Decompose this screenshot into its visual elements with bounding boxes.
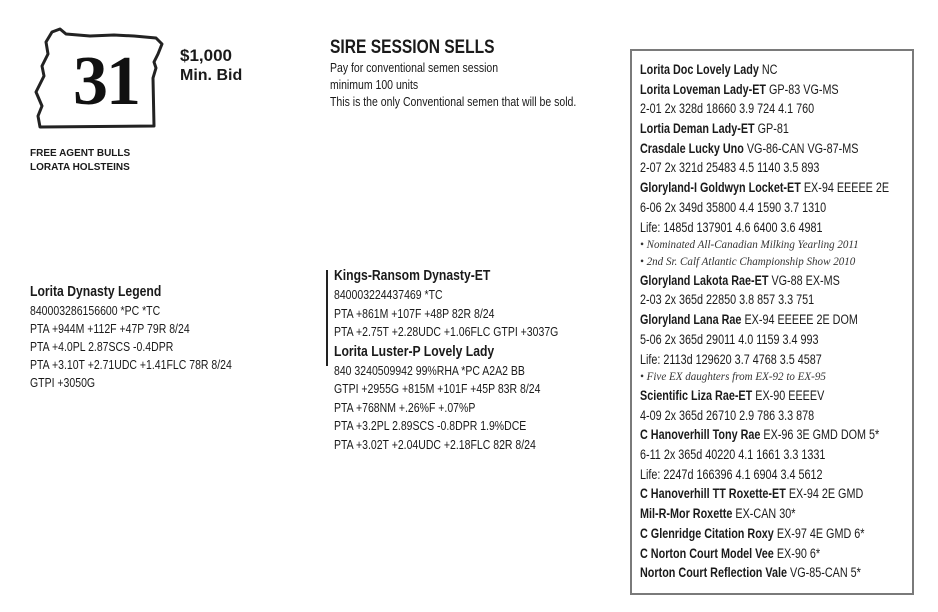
dam-family-detail: Life: 2247d 166396 4.1 6904 3.4 5612 bbox=[640, 466, 823, 482]
dam-family-detail: EX-CAN 30* bbox=[732, 506, 796, 522]
dam-family-text bbox=[640, 218, 823, 238]
parents-info bbox=[334, 266, 601, 454]
dam-family-row bbox=[640, 484, 938, 504]
dam-family-row bbox=[640, 99, 938, 119]
dam-family-text bbox=[640, 80, 839, 100]
dam-family-animal-name: C Glenridge Citation Roxy bbox=[640, 525, 774, 541]
dam-line: GTPI +2955G +815M +101F +45P 83R 8/24 bbox=[334, 382, 541, 396]
dam-family-animal-name: Gloryland Lana Rae bbox=[640, 312, 742, 328]
dam-family-text bbox=[640, 271, 840, 291]
session-line: This is the only Conventional semen that will be sold. bbox=[330, 95, 577, 109]
sire-line: PTA +2.75T +2.28UDC +1.06FLC GTPI +3037G bbox=[334, 325, 559, 339]
dam-family-text bbox=[640, 158, 819, 178]
lot-number: 31 bbox=[73, 43, 139, 120]
dam-family-text bbox=[640, 198, 826, 218]
dam-family-row bbox=[640, 178, 938, 198]
min-bid bbox=[180, 46, 242, 86]
dam-family-row bbox=[640, 119, 938, 139]
dam-family-animal-name: Lorita Doc Lovely Lady bbox=[640, 62, 759, 77]
dam-family-box bbox=[630, 49, 914, 595]
dam-family-text bbox=[640, 178, 889, 198]
dam-family-detail: 2-07 2x 321d 25483 4.5 1140 3.5 893 bbox=[640, 160, 820, 176]
bull-line: GTPI +3050G bbox=[30, 376, 96, 390]
dam-family-row bbox=[640, 350, 938, 370]
dam-line: 840 3240509942 99%RHA *PC A2A2 BB bbox=[334, 363, 525, 378]
dam-family-detail: • Five EX daughters from EX-92 to EX-95 bbox=[640, 371, 826, 384]
dam-family-row bbox=[640, 158, 938, 178]
dam-family-detail: Life: 1485d 137901 4.6 6400 3.6 4981 bbox=[640, 219, 823, 235]
consignor bbox=[30, 147, 130, 175]
dam-family-animal-name: C Hanoverhill Tony Rae bbox=[640, 427, 761, 443]
dam-family-detail: VG-88 EX-MS bbox=[768, 272, 840, 288]
dam-family-note bbox=[640, 254, 938, 271]
dam-family-row bbox=[640, 524, 938, 544]
dam-family-animal-name: Mil-R-Mor Roxette bbox=[640, 506, 733, 522]
dam-family-row bbox=[640, 330, 938, 350]
dam-name: Lorita Luster-P Lovely Lady bbox=[334, 343, 495, 360]
dam-family-detail: 5-06 2x 365d 29011 4.0 1159 3.4 993 bbox=[640, 331, 819, 347]
dam-family-animal-name: C Hanoverhill TT Roxette-ET bbox=[640, 486, 786, 502]
dam-family-detail: EX-94 2E GMD bbox=[785, 486, 864, 502]
dam-family-row bbox=[640, 386, 938, 406]
dam-family-text bbox=[640, 465, 823, 485]
min-bid-label: Min. Bid bbox=[180, 67, 243, 84]
dam-family-row bbox=[640, 139, 938, 159]
pedigree-bracket bbox=[326, 270, 328, 366]
sire-name: Kings-Ransom Dynasty-ET bbox=[334, 268, 491, 284]
dam-family-animal-name: Lorita Loveman Lady-ET bbox=[640, 81, 767, 97]
dam-family-text bbox=[640, 350, 822, 370]
dam-family-text bbox=[640, 524, 864, 544]
dam-family-text bbox=[640, 139, 858, 159]
dam-family-detail: VG-86-CAN VG-87-MS bbox=[743, 140, 859, 156]
dam-family-detail: • 2nd Sr. Calf Atlantic Championship Show 2010 bbox=[640, 255, 856, 268]
dam-family-row bbox=[640, 465, 938, 485]
sire-line: PTA +861M +107F +48P 82R 8/24 bbox=[334, 306, 495, 321]
dam-family-detail: 6-06 2x 349d 35800 4.4 1590 3.7 1310 bbox=[640, 199, 827, 215]
dam-family-detail: GP-83 VG-MS bbox=[766, 81, 839, 97]
bull-line: PTA +944M +112F +47P 79R 8/24 bbox=[30, 322, 190, 336]
dam-family-text bbox=[640, 290, 814, 310]
dam-family-text bbox=[640, 330, 819, 350]
dam-family-detail: Life: 2113d 129620 3.7 4768 3.5 4587 bbox=[640, 351, 822, 367]
sire-line: 840003224437469 *TC bbox=[334, 288, 443, 302]
dam-family-note bbox=[640, 237, 938, 254]
dam-family-animal-name: Norton Court Reflection Vale bbox=[640, 565, 788, 581]
dam-family-animal-name: Gloryland-I Goldwyn Locket-ET bbox=[640, 180, 801, 196]
dam-family-text bbox=[640, 484, 863, 504]
bull-name: Lorita Dynasty Legend bbox=[30, 284, 162, 300]
dam-family-text bbox=[640, 60, 777, 80]
dam-family-row bbox=[640, 60, 938, 80]
dam-family-detail: NC bbox=[758, 62, 778, 77]
dam-family-detail: • Nominated All-Canadian Milking Yearling 2011 bbox=[640, 239, 859, 252]
dam-family-detail: EX-94 EEEEE 2E bbox=[800, 180, 890, 196]
dam-family-text bbox=[640, 406, 814, 426]
dam-family-detail: 2-03 2x 365d 22850 3.8 857 3.3 751 bbox=[640, 292, 815, 308]
dam-family-detail: EX-97 4E GMD 6* bbox=[773, 525, 865, 541]
dam-family-detail: EX-90 EEEEV bbox=[752, 388, 825, 404]
sire-session bbox=[330, 36, 623, 111]
session-line: Pay for conventional semen session bbox=[330, 61, 499, 75]
consignor-line: LORATA HOLSTEINS bbox=[30, 162, 130, 173]
dam-family-text bbox=[640, 310, 858, 330]
dam-family-animal-name: Crasdale Lucky Uno bbox=[640, 140, 744, 156]
min-bid-amount: $1,000 bbox=[180, 46, 232, 65]
dam-family-detail: 4-09 2x 365d 26710 2.9 786 3.3 878 bbox=[640, 407, 815, 423]
session-title: SIRE SESSION SELLS bbox=[330, 37, 495, 58]
bull-info bbox=[30, 282, 270, 392]
dam-family-row bbox=[640, 290, 938, 310]
dam-family-row bbox=[640, 563, 938, 583]
dam-family-note bbox=[640, 369, 938, 386]
bull-line: PTA +3.10T +2.71UDC +1.41FLC 78R 8/24 bbox=[30, 358, 232, 372]
session-line: minimum 100 units bbox=[330, 78, 419, 92]
dam-family-detail: 2-01 2x 328d 18660 3.9 724 4.1 760 bbox=[640, 101, 815, 117]
dam-family-detail: 6-11 2x 365d 40220 4.1 1661 3.3 1331 bbox=[640, 447, 826, 463]
bull-line: PTA +4.0PL 2.87SCS -0.4DPR bbox=[30, 340, 174, 354]
dam-family-row bbox=[640, 80, 938, 100]
dam-family-row bbox=[640, 504, 938, 524]
dam-line: PTA +768NM +.26%F +.07%P bbox=[334, 400, 476, 415]
dam-family-text bbox=[640, 544, 820, 564]
lot-badge bbox=[30, 26, 170, 132]
dam-family-row bbox=[640, 198, 938, 218]
dam-family-detail: VG-85-CAN 5* bbox=[787, 565, 861, 581]
dam-family-text bbox=[640, 254, 855, 271]
dam-family-text bbox=[640, 119, 789, 139]
dam-family-detail: EX-90 6* bbox=[773, 545, 821, 561]
consignor-line: FREE AGENT BULLS bbox=[30, 148, 131, 159]
dam-family-text bbox=[640, 563, 861, 583]
dam-family-text bbox=[640, 99, 814, 119]
dam-family-row bbox=[640, 218, 938, 238]
dam-family-row bbox=[640, 271, 938, 291]
dam-family-animal-name: C Norton Court Model Vee bbox=[640, 545, 774, 561]
dam-family-row bbox=[640, 544, 938, 564]
dam-family-animal-name: Gloryland Lakota Rae-ET bbox=[640, 272, 769, 288]
dam-family-detail: GP-81 bbox=[754, 121, 789, 137]
dam-family-animal-name: Scientific Liza Rae-ET bbox=[640, 388, 753, 404]
dam-family-row bbox=[640, 445, 938, 465]
dam-family-text bbox=[640, 386, 824, 406]
dam-line: PTA +3.02T +2.04UDC +2.18FLC 82R 8/24 bbox=[334, 437, 536, 452]
bull-line: 840003286156600 *PC *TC bbox=[30, 304, 161, 318]
dam-family-row bbox=[640, 406, 938, 426]
dam-family-text bbox=[640, 369, 826, 386]
dam-family-animal-name: Lortia Deman Lady-ET bbox=[640, 121, 755, 137]
dam-family-text bbox=[640, 504, 795, 524]
dam-family-detail: EX-94 EEEEE 2E DOM bbox=[741, 312, 858, 328]
dam-line: PTA +3.2PL 2.89SCS -0.8DPR 1.9%DCE bbox=[334, 419, 527, 433]
dam-family-list bbox=[640, 60, 938, 583]
dam-family-row bbox=[640, 425, 938, 445]
dam-family-text bbox=[640, 237, 859, 254]
dam-family-row bbox=[640, 310, 938, 330]
dam-family-text bbox=[640, 445, 825, 465]
dam-family-text bbox=[640, 425, 879, 445]
dam-family-detail: EX-96 3E GMD DOM 5* bbox=[760, 427, 880, 443]
